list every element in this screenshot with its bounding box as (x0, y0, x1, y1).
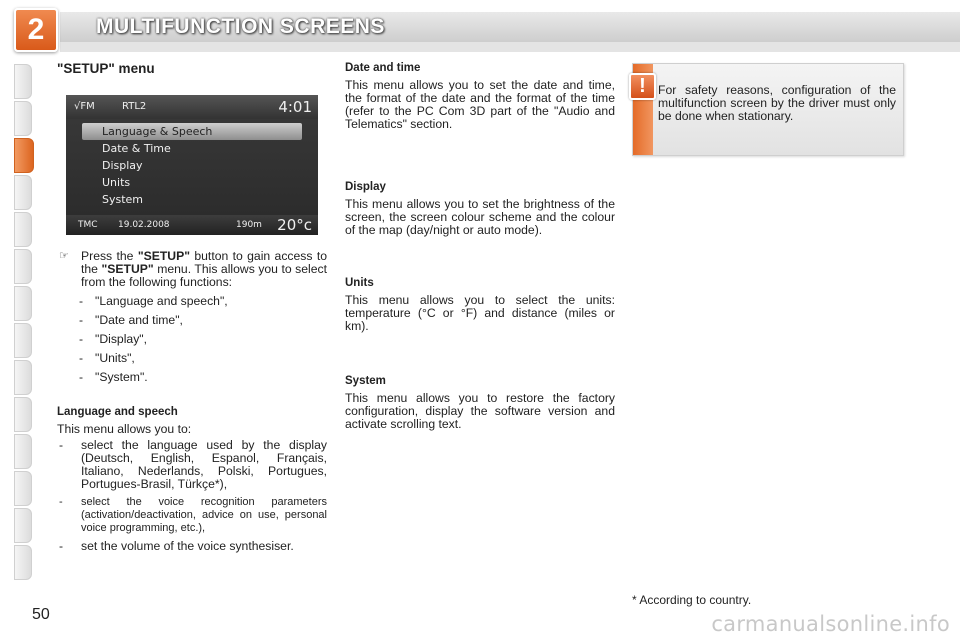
chapter-tab[interactable] (14, 360, 32, 395)
list-item: - "Language and speech", (79, 295, 327, 308)
chapter-tab[interactable] (14, 545, 32, 580)
function-list (57, 295, 327, 384)
chapter-badge: 2 (14, 8, 58, 52)
display-heading: Display (345, 181, 386, 193)
warning-icon: ! (629, 73, 656, 100)
list-item: - "Date and time", (79, 314, 327, 327)
language-list (57, 439, 327, 553)
chapter-tab[interactable] (14, 471, 32, 506)
page-header (0, 0, 960, 52)
screen-menu-item[interactable]: System (102, 193, 144, 206)
screen-menu (82, 123, 302, 208)
screen-tmc: TMC (78, 220, 98, 230)
screen-menu-item[interactable]: Date & Time (102, 142, 171, 155)
left-column (57, 62, 327, 83)
chapter-tab[interactable] (14, 508, 32, 543)
screen-source: √FM (74, 101, 95, 112)
list-item: - select the language used by the display (Deutsch, English, Espanol, Français, Italiano, Nederlands, Polski, Portugues, Portugues-Brasil, Türkçe*), (57, 439, 327, 491)
page-title: MULTIFUNCTION SCREENS (96, 15, 385, 38)
screen-temperature: 20°c (277, 216, 312, 234)
list-item: - "System". (79, 371, 327, 384)
units-text: This menu allows you to select the units: temperature (°C or °F) and distance (miles or km). (345, 293, 615, 333)
language-section (57, 406, 327, 553)
screen-distance: 190m (236, 220, 262, 230)
chapter-tab[interactable] (14, 249, 32, 284)
screen-bottom-bar (66, 215, 318, 235)
date-heading: Date and time (345, 62, 421, 74)
section-title: "SETUP" menu (57, 61, 155, 76)
units-heading: Units (345, 277, 374, 289)
date-section (345, 62, 615, 131)
language-intro: This menu allows you to: (57, 422, 192, 436)
chapter-tab[interactable] (14, 101, 32, 136)
chapter-tab[interactable] (14, 64, 32, 99)
list-item: - "Display", (79, 333, 327, 346)
setup-screen-image (66, 95, 318, 235)
chapter-tab[interactable] (14, 286, 32, 321)
chapter-tab[interactable] (14, 323, 32, 358)
list-item: - select the voice recognition parameters (activation/deactivation, advice on use, personal voice programming, etc.), (57, 496, 327, 535)
list-item: - set the volume of the voice synthesiser. (57, 540, 327, 553)
chapter-tab[interactable] (14, 397, 32, 432)
screen-menu-item[interactable]: Language & Speech (82, 123, 302, 140)
screen-menu-item[interactable]: Units (102, 176, 131, 189)
system-heading: System (345, 375, 386, 387)
language-heading: Language and speech (57, 406, 178, 418)
warning-text: For safety reasons, configuration of the multifunction screen by the driver must only be done when stationary. (658, 83, 896, 123)
screen-time: 4:01 (278, 98, 312, 116)
hand-pointer-icon: ☞ (59, 250, 69, 262)
footnote: * According to country. (632, 593, 752, 607)
chapter-tab[interactable] (14, 175, 32, 210)
screen-date: 19.02.2008 (118, 220, 170, 230)
display-section (345, 181, 615, 237)
screen-menu-item[interactable]: Display (102, 159, 143, 172)
chapter-tab-active[interactable] (14, 138, 34, 173)
press-instruction (57, 250, 327, 289)
chapter-tabs (14, 64, 32, 582)
screen-top-bar (66, 95, 318, 119)
press-instruction-text: Press the "SETUP" button to gain access to the "SETUP" menu. This allows you to select from the following functions: (81, 249, 328, 289)
system-section (345, 375, 615, 431)
system-text: This menu allows you to restore the factory configuration, display the software version and activate scrolling text. (345, 391, 615, 431)
left-column-body (57, 250, 327, 558)
date-text: This menu allows you to set the date and time, the format of the date and the format of the time (refer to the PC Com 3D part of the "Audio and Telematics" section. (345, 78, 615, 131)
header-band-shadow (60, 42, 960, 52)
chapter-tab[interactable] (14, 434, 32, 469)
middle-column (345, 62, 615, 431)
screen-station: RTL2 (122, 101, 147, 112)
display-text: This menu allows you to set the brightness of the screen, the screen colour scheme and the colour of the map (day/night or auto mode). (345, 197, 615, 237)
units-section (345, 277, 615, 333)
list-item: - "Units", (79, 352, 327, 365)
chapter-tab[interactable] (14, 212, 32, 247)
page-number: 50 (32, 606, 50, 623)
watermark: carmanualsonline.info (711, 612, 950, 636)
